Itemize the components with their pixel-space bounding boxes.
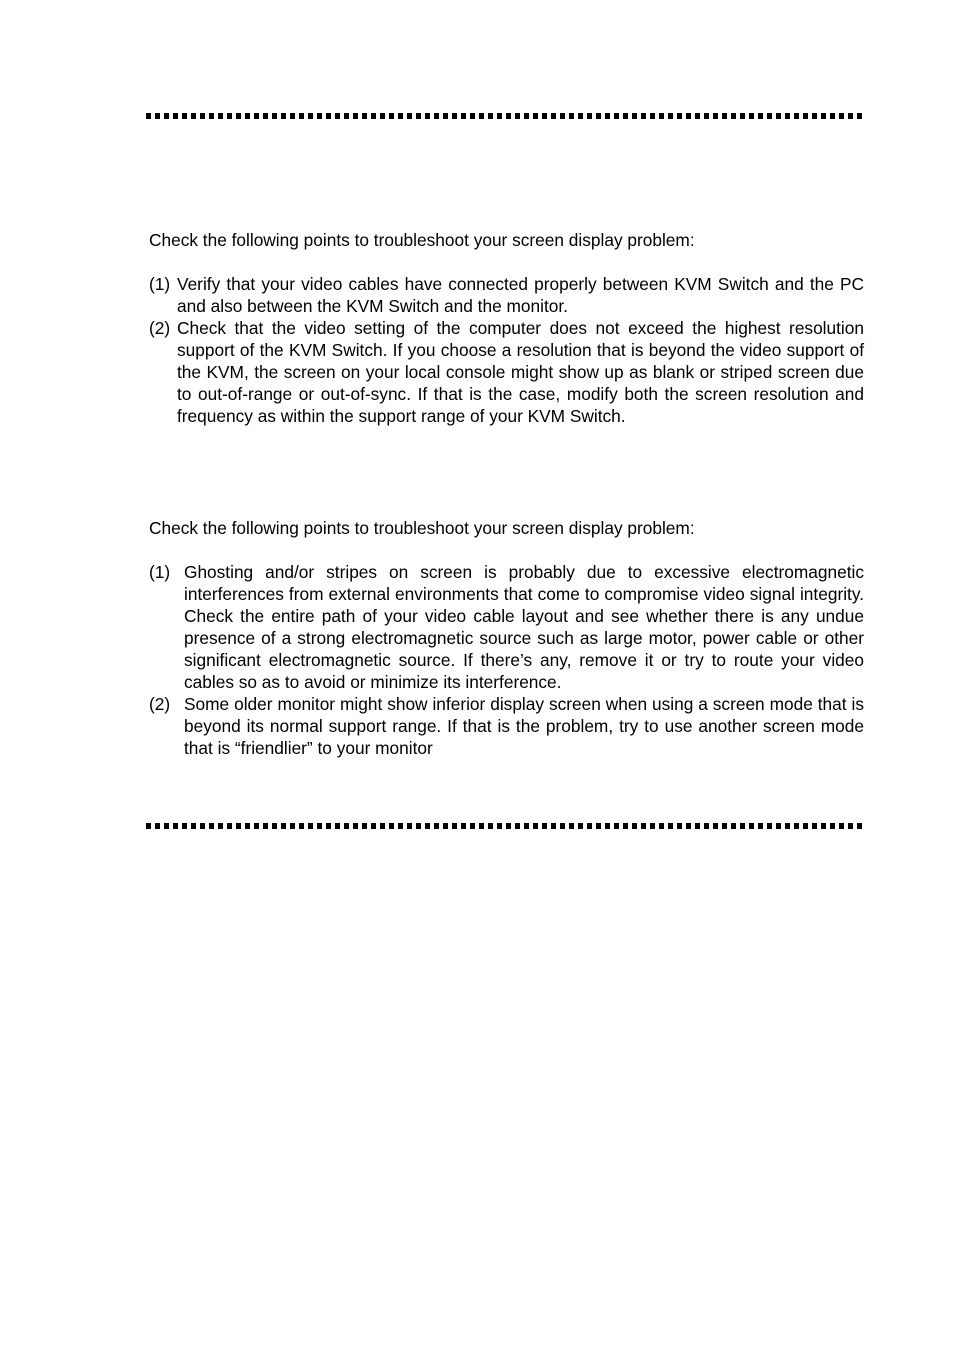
item-text: Ghosting and/or stripes on screen is probably due to excessive electromagnetic interferences from external environments that come to compromise video signal integrity. Check the entire path of your video cable layout and see whether there is any undue presence of a strong electromagnetic source such as large motor, power cable or other significant electromagnetic source. If there’s any, remove it or try to route your video cables so as to avoid or minimize its interference.: [184, 562, 864, 692]
item-text: Verify that your video cables have connected properly between KVM Switch and the PC and also between the KVM Switch and the monitor.: [177, 274, 864, 316]
troubleshoot-section-1: [149, 229, 864, 427]
section-2-intro: Check the following points to troubleshoot your screen display problem:: [149, 518, 695, 538]
list-item: [149, 317, 864, 427]
section-2-list: [149, 561, 864, 759]
top-dotted-rule: [146, 113, 864, 119]
section-1-list: [149, 273, 864, 427]
item-text: Some older monitor might show inferior display screen when using a screen mode that is beyond its normal support range. If that is the problem, try to use another screen mode that is “friendlier” to your monitor: [184, 694, 864, 758]
item-number: (2): [149, 318, 171, 338]
list-item: [149, 273, 864, 317]
list-item: [149, 561, 864, 693]
item-number: (1): [149, 562, 171, 582]
troubleshoot-section-2: [149, 517, 864, 759]
section-1-intro: Check the following points to troubleshoot your screen display problem:: [149, 230, 695, 250]
item-text: Check that the video setting of the computer does not exceed the highest resolution support of the KVM Switch. If you choose a resolution that is beyond the video support of the KVM, the screen on your local console might show up as blank or striped screen due to out-of-range or out-of-sync. If that is the case, modify both the screen resolution and frequency as within the support range of your KVM Switch.: [177, 318, 864, 426]
item-number: (2): [149, 694, 171, 714]
item-number: (1): [149, 274, 171, 294]
bottom-dotted-rule: [146, 823, 864, 829]
list-item: [149, 693, 864, 759]
